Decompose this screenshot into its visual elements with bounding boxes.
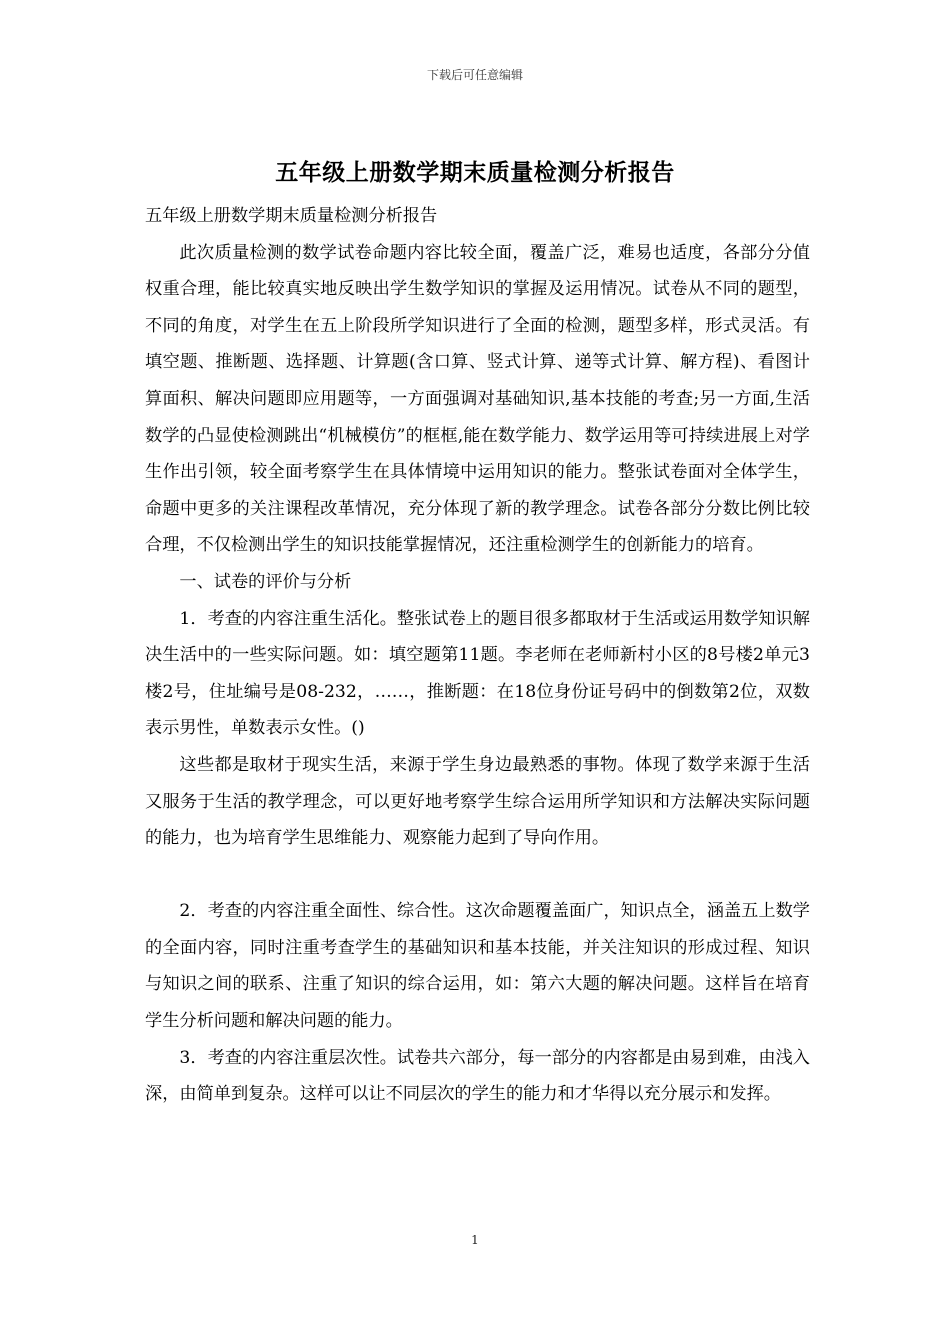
document-title: 五年级上册数学期末质量检测分析报告: [275, 160, 675, 186]
intro-paragraph: 此次质量检测的数学试卷命题内容比较全面，覆盖广泛，难易也适度，各部分分值权重合理，能比较真实地反映出学生数学知识的掌握及运用情况。试卷从不同的题型，不同的角度，对学生在五上阶段所学知识进行了全面的检测，题型多样，形式灵活。有填空题、推断题、选择题、计算题(含口算、竖式计算、递等式计算、解方程)、看图计算面积、解决问题即应用题等，一方面强调对基础知识,基本技能的考查;另一方面,生活数学的凸显使检测跳出“机械模仿”的框框,能在数学能力、数学运用等可持续进展上对学生作出引领，较全面考察学生在具体情境中运用知识的能力。整张试卷面对全体学生，命题中更多的关注课程改革情况，充分体现了新的教学理念。试卷各部分分数比例比较合理，不仅检测出学生的知识技能掌握情况，还注重检测学生的创新能力的培育。: [145, 242, 810, 556]
section-heading: 一、试卷的评价与分析: [179, 571, 352, 592]
subtitle-line: 五年级上册数学期末质量检测分析报告: [145, 206, 438, 226]
document-body: [145, 198, 810, 1113]
point-1-followup-paragraph: 这些都是取材于现实生活，来源于学生身边最熟悉的事物。体现了数学来源于生活又服务于生活的教学理念，可以更好地考察学生综合运用所学知识和方法解决实际问题的能力，也为培育学生思维能力、观察能力起到了导向作用。: [145, 754, 810, 849]
page-number: 1: [471, 1233, 479, 1247]
point-3-paragraph: 3．考查的内容注重层次性。试卷共六部分，每一部分的内容都是由易到难，由浅入深，由简单到复杂。这样可以让不同层次的学生的能力和才华得以充分展示和发挥。: [145, 1047, 810, 1105]
point-2-paragraph: 2．考查的内容注重全面性、综合性。这次命题覆盖面广，知识点全，涵盖五上数学的全面内容，同时注重考查学生的基础知识和基本技能，并关注知识的形成过程、知识与知识之间的联系、注重了知识的综合运用，如：第六大题的解决问题。这样旨在培育学生分析问题和解决问题的能力。: [145, 901, 810, 1032]
header-note: 下载后可任意编辑: [426, 68, 523, 82]
point-1-paragraph: 1．考查的内容注重生活化。整张试卷上的题目很多都取材于生活或运用数学知识解决生活中的一些实际问题。如：填空题第11题。李老师在老师新村小区的8号楼2单元3楼2号，住址编号是08-232，……，推断题：在18位身份证号码中的倒数第2位，双数表示男性，单数表示女性。(): [145, 608, 810, 739]
paragraph-spacer: [145, 857, 810, 894]
